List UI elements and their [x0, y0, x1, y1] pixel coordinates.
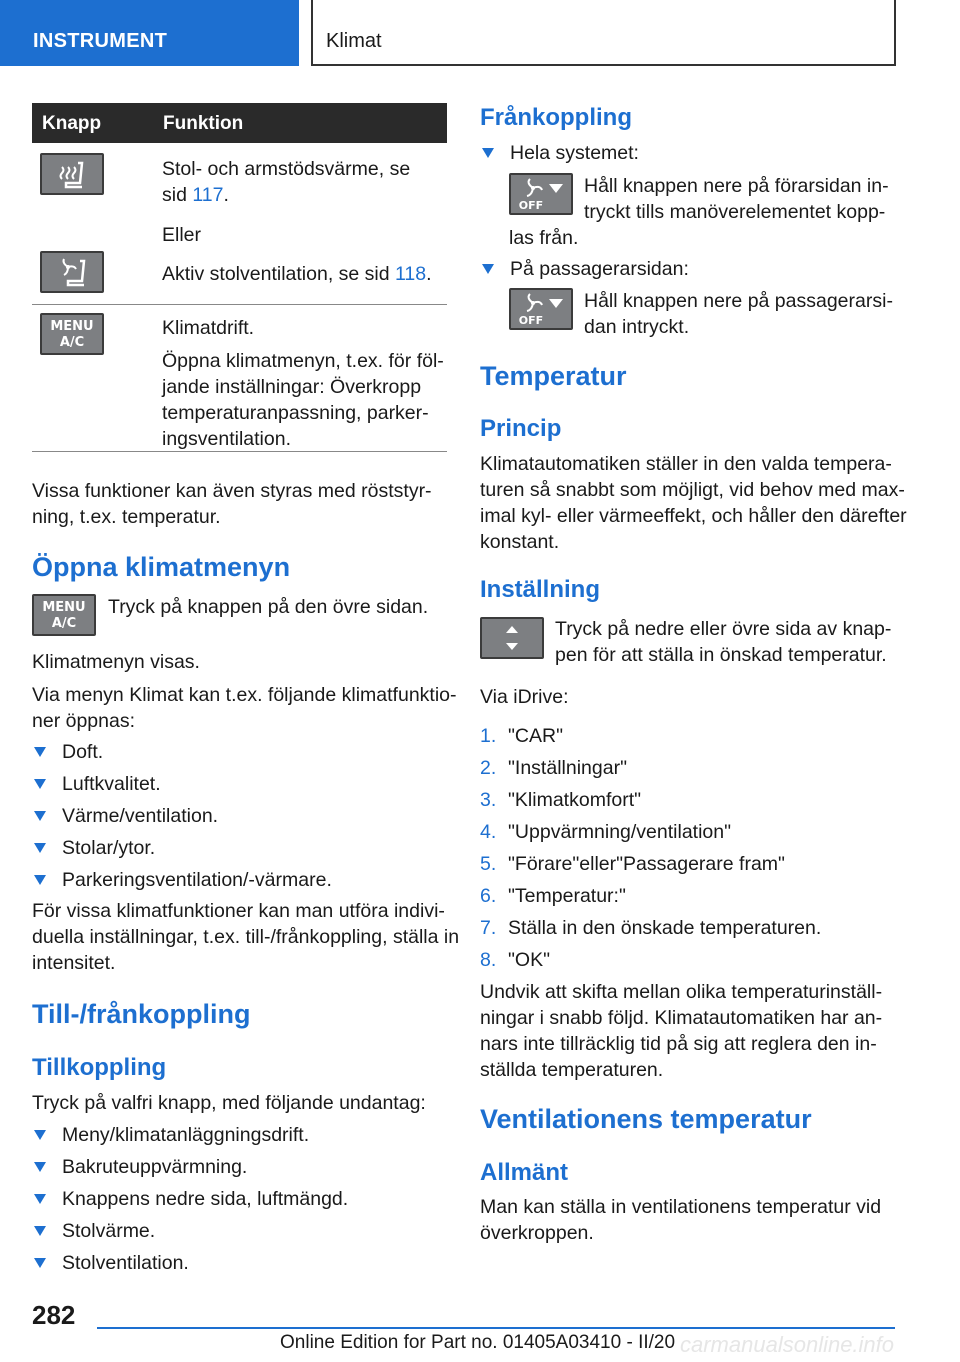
step-number: 5.	[480, 853, 497, 875]
triangle-bullet-icon	[34, 1258, 46, 1268]
off-label: OFF	[518, 314, 544, 327]
via-text-2: ner öppnas:	[32, 710, 135, 732]
list-item-text: Knappens nedre sida, luftmängd.	[62, 1188, 349, 1210]
triangle-bullet-icon	[34, 1162, 46, 1172]
triangle-bullet-icon	[34, 747, 46, 757]
ac-label: A/C	[59, 335, 85, 350]
watermark: carmanualsonline.info	[680, 1332, 895, 1357]
step-number: 3.	[480, 789, 497, 811]
footer-divider	[97, 1327, 895, 1329]
heading-temperature: Temperatur	[480, 361, 627, 391]
row2-text-a: Klimatdrift.	[162, 317, 255, 339]
step-text: "Klimatkomfort"	[508, 789, 642, 811]
ac-label: A/C	[51, 616, 77, 631]
open-desc: Tryck på knappen på den övre sidan.	[108, 596, 429, 618]
triangle-bullet-icon	[34, 779, 46, 789]
heading-open-menu: Öppna klimatmenyn	[32, 552, 291, 582]
via-text-1: Via menyn Klimat kan t.ex. följande klimatfunktio-	[32, 684, 457, 706]
avoid-3: nars inte tillräcklig tid på sig att reglera den in-	[480, 1033, 877, 1055]
heading-principle: Princip	[480, 415, 562, 442]
list-item-text: Värme/ventilation.	[62, 805, 219, 827]
menu-ac-button-icon	[40, 313, 104, 355]
step-text: "Temperatur:"	[508, 885, 626, 907]
list-item-text: Stolventilation.	[62, 1252, 189, 1274]
table-col-knapp: Knapp	[42, 113, 102, 134]
triangle-bullet-icon	[34, 875, 46, 885]
principle-4: konstant.	[480, 531, 560, 553]
table-header	[32, 103, 447, 143]
indiv-text-3: intensitet.	[32, 952, 116, 974]
row1-vent: Aktiv stolventilation, se sid	[162, 263, 396, 285]
principle-2: turen så snabbt som möjligt, vid behov med max-	[480, 479, 905, 501]
setting-desc-2: pen för att ställa in önskad temperatur.	[555, 644, 887, 666]
general-2: överkroppen.	[480, 1222, 594, 1244]
page-number: 282	[32, 1300, 76, 1330]
avoid-1: Undvik att skifta mellan olika temperaturinställ-	[480, 981, 883, 1003]
list-item-text: Stolar/ytor.	[62, 837, 156, 859]
step-number: 4.	[480, 821, 497, 843]
fan-off-button-icon	[509, 288, 573, 330]
triangle-bullet-icon	[34, 1130, 46, 1140]
list-item-text: Doft.	[62, 741, 104, 763]
row2-text-e: ingsventilation.	[162, 428, 291, 450]
step-number: 1.	[480, 725, 497, 747]
row1-text-c	[162, 261, 447, 287]
table-col-funktion: Funktion	[163, 113, 244, 134]
triangle-bullet-icon	[34, 811, 46, 821]
list-item-text: Bakruteuppvärmning.	[62, 1156, 248, 1178]
setting-desc-1: Tryck på nedre eller övre sida av knap-	[555, 618, 892, 640]
row1-page-link-2[interactable]: 118	[395, 263, 427, 285]
switch-on-desc: Tryck på valfri knapp, med följande undantag:	[32, 1092, 426, 1114]
heading-setting: Inställning	[480, 576, 600, 603]
step-number: 7.	[480, 917, 497, 939]
button-function-table	[32, 103, 447, 452]
avoid-2: ningar i snabb följd. Klimatautomatiken har an-	[480, 1007, 883, 1029]
row1-sid: sid	[162, 184, 193, 206]
off-all-desc-2: tryckt tills manöverelementet kopp-	[584, 201, 886, 223]
footer-edition: Online Edition for Part no. 01405A03410 - II/20	[280, 1332, 676, 1353]
off-pass-desc-1: Håll knappen nere på passagerarsi-	[584, 290, 893, 312]
indiv-text-1: För vissa klimatfunktioner kan man utföra indivi-	[32, 900, 445, 922]
step-text: "OK"	[508, 949, 551, 971]
row1-eller: Eller	[162, 224, 202, 246]
list-item-text: Parkeringsventilation/-värmare.	[62, 869, 332, 891]
step-number: 8.	[480, 949, 497, 971]
row2-text-d: temperaturanpassning, parker-	[162, 402, 429, 424]
menu-label: MENU	[50, 319, 94, 334]
temperature-up-down-button-icon	[480, 617, 544, 659]
triangle-bullet-icon	[34, 1226, 46, 1236]
list-item-text: På passagerarsidan:	[510, 258, 689, 280]
header-section-label: INSTRUMENT	[33, 30, 168, 52]
list-item-text: Stolvärme.	[62, 1220, 156, 1242]
step-text: "CAR"	[508, 725, 564, 747]
table-row	[32, 143, 447, 305]
row2-text-b: Öppna klimatmenyn, t.ex. för föl-	[162, 350, 444, 372]
row1-page-link[interactable]: 117	[192, 184, 224, 206]
list-item-text: Meny/klimatanläggningsdrift.	[62, 1124, 310, 1146]
seat-ventilation-button-icon	[40, 251, 104, 293]
header-chapter-box	[311, 0, 896, 66]
triangle-bullet-icon	[482, 148, 494, 158]
fan-off-button-icon	[509, 173, 573, 215]
voice-text-2: ning, t.ex. temperatur.	[32, 506, 221, 528]
off-label: OFF	[518, 199, 544, 212]
principle-1: Klimatautomatiken ställer in den valda tempera-	[480, 453, 892, 475]
table-row	[32, 305, 447, 452]
off-pass-desc-2: dan intryckt.	[584, 316, 690, 338]
seat-heating-button-icon	[40, 153, 104, 195]
menu-label: MENU	[42, 600, 86, 615]
principle-3: imal kyl- eller värmeeffekt, och håller den därefter	[480, 505, 907, 527]
list-item-text: Luftkvalitet.	[62, 773, 161, 795]
step-number: 2.	[480, 757, 497, 779]
step-text: Ställa in den önskade temperaturen.	[508, 917, 822, 939]
row1-dot-2: .	[426, 263, 432, 285]
general-1: Man kan ställa in ventilationens temperatur vid	[480, 1196, 882, 1218]
avoid-4: ställda temperaturen.	[480, 1059, 664, 1081]
menu-shown: Klimatmenyn visas.	[32, 651, 200, 673]
indiv-text-2: duella inställningar, t.ex. till-/frånkoppling, ställa in	[32, 926, 460, 948]
heading-switch-on: Tillkoppling	[32, 1054, 167, 1081]
menu-ac-button-icon	[32, 594, 96, 636]
row2-text-c: jande inställningar: Överkropp	[162, 376, 422, 398]
heading-switch-off: Frånkoppling	[480, 104, 632, 131]
heading-on-off: Till-/frånkoppling	[32, 999, 251, 1029]
via-idrive: Via iDrive:	[480, 686, 569, 708]
voice-text-1: Vissa funktioner kan även styras med röststyr-	[32, 480, 432, 502]
heading-vent-temperature: Ventilationens temperatur	[480, 1104, 812, 1134]
off-all-desc-1: Håll knappen nere på förarsidan in-	[584, 175, 889, 197]
off-all-desc-3: las från.	[509, 227, 579, 249]
row1-text-a: Stol- och armstödsvärme, se	[162, 158, 411, 180]
triangle-bullet-icon	[34, 1194, 46, 1204]
triangle-bullet-icon	[482, 264, 494, 274]
row1-dot: .	[223, 184, 229, 206]
header-chapter-label: Klimat	[326, 30, 382, 52]
step-number: 6.	[480, 885, 497, 907]
triangle-bullet-icon	[34, 843, 46, 853]
list-item-text: Hela systemet:	[510, 142, 639, 164]
step-text: "Förare"eller"Passagerare fram"	[508, 853, 785, 875]
heading-general: Allmänt	[480, 1159, 569, 1186]
header-section-tab	[0, 0, 299, 66]
step-text: "Uppvärmning/ventilation"	[508, 821, 732, 843]
step-text: "Inställningar"	[508, 757, 627, 779]
row1-text-b	[162, 182, 447, 208]
